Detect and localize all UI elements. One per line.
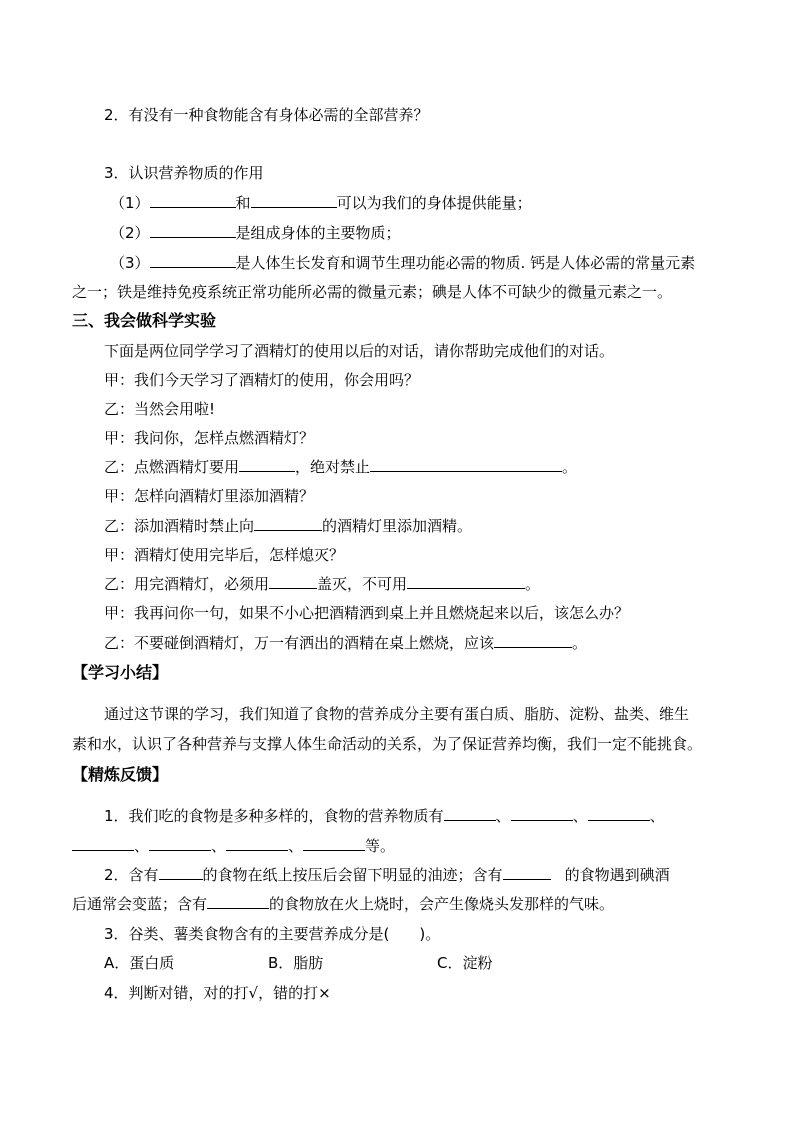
section-3-heading: 三、我会做科学实验 [72,311,217,330]
blank-input[interactable] [72,836,134,851]
blank-input[interactable] [511,806,573,821]
practice-heading: 【精炼反馈】 [72,765,169,784]
dialogue-line: 甲：酒精灯使用完毕后，怎样熄灭？ [104,546,345,564]
dialogue-line [104,574,540,594]
d4-a: 乙：点燃酒精灯要用 [104,458,240,476]
option-c[interactable]: C．淀粉 [437,954,493,972]
p2c: 的食物遇到碘酒 [564,866,670,884]
p2e: 的食物放在火上烧时，会产生像烧头发那样的气味。 [269,895,615,913]
dialogue-line: 甲：我再问你一句，如果不小心把酒精洒到桌上并且燃烧起来以后，该怎么办？ [104,604,630,622]
d8-a: 乙：用完酒精灯，必须用 [104,575,270,593]
d8-b: 盖灭，不可用 [317,575,408,593]
blank-input[interactable] [494,633,572,648]
q3-line-3-cont: 之一；铁是维持免疫系统正常功能所必需的微量元素；碘是人体不可缺少的微量元素之一。 [72,283,673,301]
dialogue-line [104,457,577,477]
section-3-intro: 下面是两位同学学习了酒精灯的使用以后的对话，请你帮助完成他们的对话。 [104,342,615,360]
blank-input[interactable] [370,457,562,472]
blank-input[interactable] [303,836,365,851]
practice-q4: 4．判断对错，对的打√，错的打× [104,984,331,1002]
blank-input[interactable] [149,836,211,851]
blank-input[interactable] [159,865,203,880]
dialogue-line: 甲：怎样向酒精灯里添加酒精？ [104,487,315,505]
q3-l1-mid: 和 [235,194,251,212]
practice-q1 [104,806,665,826]
d6-a: 乙：添加酒精时禁止向 [104,517,255,535]
blank-input[interactable] [251,193,337,208]
summary-line-1: 通过这节课的学习，我们知道了食物的营养成分主要有蛋白质、脂肪、淀粉、盐类、维生 [104,705,690,723]
separator: 、 [288,837,304,855]
p1-end: 等。 [365,837,396,855]
blank-input[interactable] [150,253,236,268]
d10-b: 。 [572,634,588,652]
dialogue-line: 乙：当然会用啦! [104,400,216,418]
practice-q2-cont [72,894,614,914]
practice-q3: 3．谷类、薯类食物含有的主要营养成分是( )。 [104,925,441,943]
separator: 、 [495,807,511,825]
q3-l1-tail: 可以为我们的身体提供能量； [336,194,532,212]
d4-b: ，绝对禁止 [295,458,371,476]
separator: 、 [649,807,665,825]
blank-input[interactable] [444,806,496,821]
question-2-text: 2．有没有一种食物能含有身体必需的全部营养？ [104,106,429,124]
p1a: 1．我们吃的食物是多种多样的，食物的营养物质有 [104,807,444,825]
d4-c: 。 [562,458,578,476]
practice-q2 [104,865,670,885]
q3-l1-num: （1） [110,194,150,212]
dialogue-line [104,633,587,653]
dialogue-line [104,516,472,536]
blank-input[interactable] [588,806,650,821]
blank-input[interactable] [150,223,236,238]
blank-input[interactable] [150,193,236,208]
q3-l2-tail: 是组成身体的主要物质； [235,224,401,242]
q3-l2-num: （2） [110,224,150,242]
option-b[interactable]: B．脂肪 [268,954,324,972]
separator: 、 [572,807,588,825]
separator: 、 [211,837,227,855]
p2a: 2．含有 [104,866,159,884]
d8-c: 。 [525,575,541,593]
blank-input[interactable] [503,865,551,880]
q3-l3-num: （3） [110,254,150,272]
blank-input[interactable] [207,894,269,909]
practice-q1-cont [72,836,395,856]
d10-a: 乙：不要碰倒酒精灯，万一有洒出的酒精在桌上燃烧，应该 [104,634,495,652]
blank-input[interactable] [254,516,322,531]
summary-heading: 【学习小结】 [72,663,169,682]
p2d: 后通常会变蓝；含有 [72,895,208,913]
dialogue-line: 甲：我问你，怎样点燃酒精灯？ [104,429,315,447]
question-3-title: 3．认识营养物质的作用 [104,164,264,182]
q3-l3-tail: 是人体生长发育和调节生理功能必需的物质. 钙是人体必需的常量元素 [235,254,696,272]
q3-line-2 [110,223,401,243]
q3-line-1 [110,193,532,213]
separator: 、 [134,837,150,855]
dialogue-line: 甲：我们今天学习了酒精灯的使用，你会用吗？ [104,371,420,389]
blank-input[interactable] [407,574,525,589]
summary-line-2: 素和水，认识了各种营养与支撑人体生命活动的关系，为了保证营养均衡，我们一定不能挑食。 [72,735,703,753]
p2b: 的食物在纸上按压后会留下明显的油迹；含有 [202,866,503,884]
blank-input[interactable] [239,457,295,472]
blank-input[interactable] [269,574,317,589]
option-a[interactable]: A．蛋白质 [104,954,175,972]
d6-b: 的酒精灯里添加酒精。 [322,517,473,535]
q3-line-3 [110,253,695,273]
blank-input[interactable] [226,836,288,851]
